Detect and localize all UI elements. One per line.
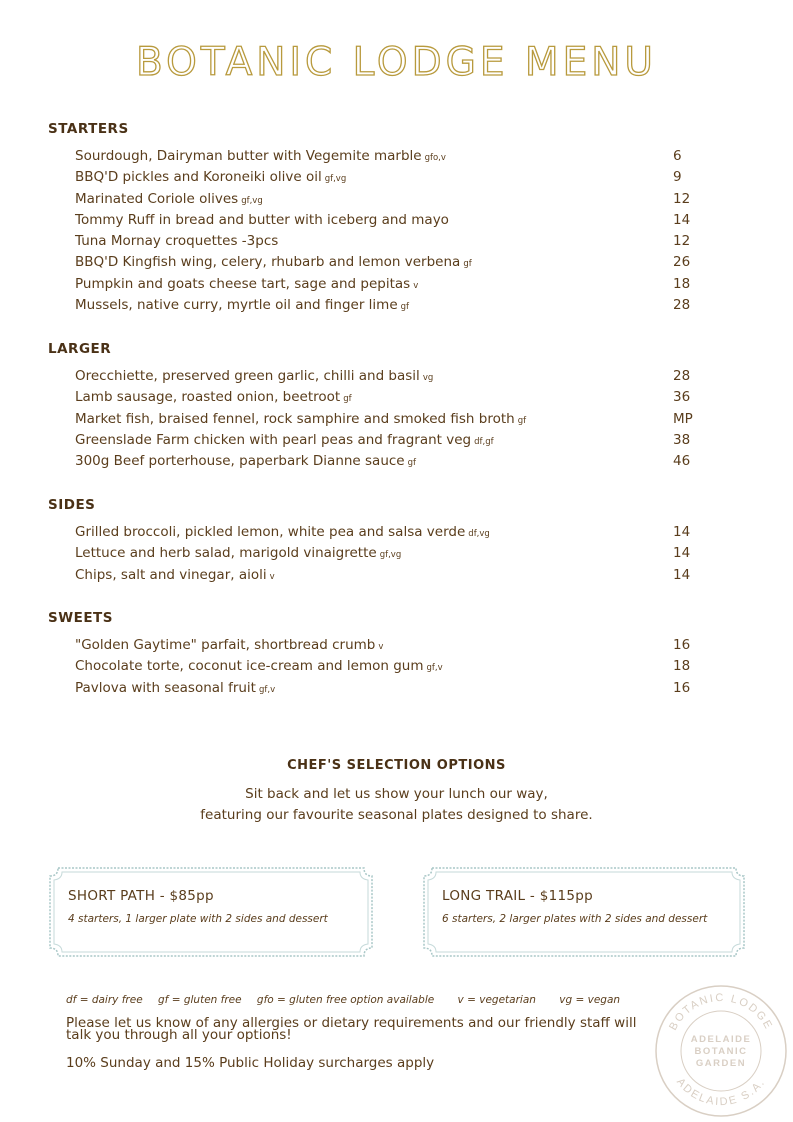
dietary-tag: df,vg: [468, 529, 490, 539]
section-heading-sides: SIDES: [48, 497, 96, 513]
menu-item: [75, 453, 715, 474]
chef-selection-line-1: Sit back and let us show your lunch our way,: [245, 786, 548, 802]
dietary-legend: [66, 994, 632, 1006]
legend-vg: vg = vegan: [559, 994, 621, 1006]
menu-item: [75, 254, 715, 275]
legend-gfo: gfo = gluten free option available: [256, 994, 435, 1006]
item-name: Pavlova with seasonal fruit gf,v: [75, 679, 276, 696]
sweets-list: [75, 637, 715, 701]
stamp-bottom-text: ADELAIDE S.A.: [674, 1076, 768, 1109]
option-box-short-path: [48, 866, 374, 958]
item-price: 14: [673, 566, 691, 583]
legend-v: v = vegetarian: [457, 994, 536, 1006]
dietary-tag: gf,v: [426, 663, 443, 674]
dietary-tag: v: [413, 280, 419, 291]
menu-item: [75, 276, 715, 297]
item-name: Marinated Coriole olives gf,vg: [75, 190, 263, 207]
item-name: Tuna Mornay croquettes -3pcs: [75, 233, 279, 250]
dietary-tag: gf,vg: [324, 174, 347, 185]
dietary-tag: vg: [422, 373, 434, 383]
svg-text:ADELAIDE S.A.: [674, 1076, 768, 1108]
dietary-tag: gf,v: [258, 684, 276, 695]
botanic-lodge-stamp: [654, 984, 788, 1118]
menu-item: [75, 545, 715, 566]
chef-selection-line-2: featuring our favourite seasonal plates designed to share.: [200, 807, 593, 823]
item-name: BBQ'D pickles and Koroneiki olive oil gf,vg: [75, 169, 347, 186]
item-price: 38: [673, 431, 691, 448]
item-price: 12: [673, 190, 691, 207]
option-title: LONG TRAIL - $115pp: [442, 888, 593, 904]
item-name: Lettuce and herb salad, marigold vinaigrette gf,vg: [75, 545, 402, 562]
dietary-tag: gf: [407, 458, 417, 469]
legend-gf: gf = gluten free: [158, 994, 242, 1006]
item-price: 12: [673, 233, 691, 250]
item-price: 14: [673, 524, 691, 540]
menu-item: [75, 432, 715, 453]
item-name: Lamb sausage, roasted onion, beetroot gf: [75, 389, 352, 406]
menu-item: [75, 524, 715, 545]
ornate-frame: [422, 866, 746, 958]
dietary-tag: df,gf: [474, 436, 494, 447]
dietary-tag: gf: [400, 302, 410, 313]
item-name: Sourdough, Dairyman butter with Vegemite marble gfo,v: [75, 148, 446, 164]
dietary-tag: gfo,v: [424, 153, 446, 163]
sides-list: [75, 524, 715, 588]
dietary-tag: gf: [343, 394, 352, 405]
item-name: Chips, salt and vinegar, aioli v: [75, 566, 275, 583]
option-description: 6 starters, 2 larger plates with 2 sides and dessert: [442, 913, 708, 925]
item-price: 9: [673, 169, 682, 186]
dietary-tag: v: [269, 571, 275, 582]
stamp-line-3: GARDEN: [695, 1058, 747, 1069]
item-price: 26: [673, 254, 691, 271]
stamp-line-1: ADELAIDE: [690, 1034, 752, 1045]
item-name: Grilled broccoli, pickled lemon, white pea and salsa verde df,vg: [75, 524, 490, 540]
menu-item: [75, 680, 715, 701]
item-price: 18: [673, 275, 691, 292]
option-description: 4 starters, 1 larger plate with 2 sides and dessert: [68, 913, 328, 925]
larger-list: [75, 368, 715, 474]
item-price: 16: [673, 637, 691, 653]
stamp-top-text: BOTANIC LODGE: [667, 991, 775, 1033]
section-heading-starters: STARTERS: [48, 121, 129, 137]
menu-title: BOTANIC LODGE MENU: [136, 40, 657, 85]
item-price: 28: [673, 368, 691, 384]
menu-item: [75, 191, 715, 212]
menu-item: [75, 233, 715, 254]
menu-item: [75, 148, 715, 169]
dietary-tag: gf,vg: [379, 550, 402, 561]
item-price: 16: [673, 679, 691, 696]
item-price: 14: [673, 211, 691, 228]
item-name: BBQ'D Kingfish wing, celery, rhubarb and lemon verbena gf: [75, 254, 472, 271]
chef-selection-heading: CHEF'S SELECTION OPTIONS: [287, 758, 506, 773]
item-name: Market fish, braised fennel, rock samphire and smoked fish broth gf: [75, 410, 527, 427]
dietary-tag: gf,vg: [241, 195, 263, 206]
starters-list: [75, 148, 715, 318]
item-price: 6: [673, 148, 682, 164]
item-name: Greenslade Farm chicken with pearl peas and fragrant veg df,gf: [75, 431, 494, 448]
menu-item: [75, 389, 715, 410]
legend-df: df = dairy free: [66, 994, 143, 1006]
menu-item: [75, 297, 715, 318]
item-name: Pumpkin and goats cheese tart, sage and pepitas v: [75, 275, 419, 292]
item-name: Chocolate torte, coconut ice-cream and lemon gum gf,v: [75, 658, 443, 675]
allergy-note: Please let us know of any allergies or dietary requirements and our friendly staff will talk you through all your options!: [66, 1015, 637, 1043]
option-title: SHORT PATH - $85pp: [68, 888, 214, 904]
item-name: "Golden Gaytime" parfait, shortbread crumb v: [75, 637, 384, 653]
section-heading-larger: LARGER: [48, 341, 112, 357]
item-price: 18: [673, 658, 691, 675]
item-price: 46: [673, 453, 691, 470]
item-name: Tommy Ruff in bread and butter with iceberg and mayo: [75, 211, 449, 228]
menu-item: [75, 169, 715, 190]
stamp-line-2: BOTANIC: [694, 1046, 748, 1057]
menu-item: [75, 411, 715, 432]
menu-item: [75, 637, 715, 658]
item-price: MP: [673, 410, 693, 427]
menu-item: [75, 368, 715, 389]
surcharge-note: 10% Sunday and 15% Public Holiday surcharges apply: [66, 1055, 435, 1071]
item-name: Mussels, native curry, myrtle oil and finger lime gf: [75, 297, 410, 314]
menu-item: [75, 567, 715, 588]
option-box-long-trail: [422, 866, 746, 958]
item-name: 300g Beef porterhouse, paperbark Dianne sauce gf: [75, 453, 417, 470]
dietary-tag: gf: [463, 259, 472, 270]
dietary-tag: v: [378, 642, 384, 652]
section-heading-sweets: SWEETS: [48, 610, 113, 626]
item-price: 14: [673, 545, 691, 562]
item-name: Orecchiette, preserved green garlic, chilli and basil vg: [75, 368, 434, 384]
item-price: 28: [673, 297, 691, 314]
dietary-tag: gf: [517, 415, 527, 426]
menu-item: [75, 212, 715, 233]
menu-item: [75, 658, 715, 679]
ornate-frame: [48, 866, 374, 958]
item-price: 36: [673, 389, 691, 406]
